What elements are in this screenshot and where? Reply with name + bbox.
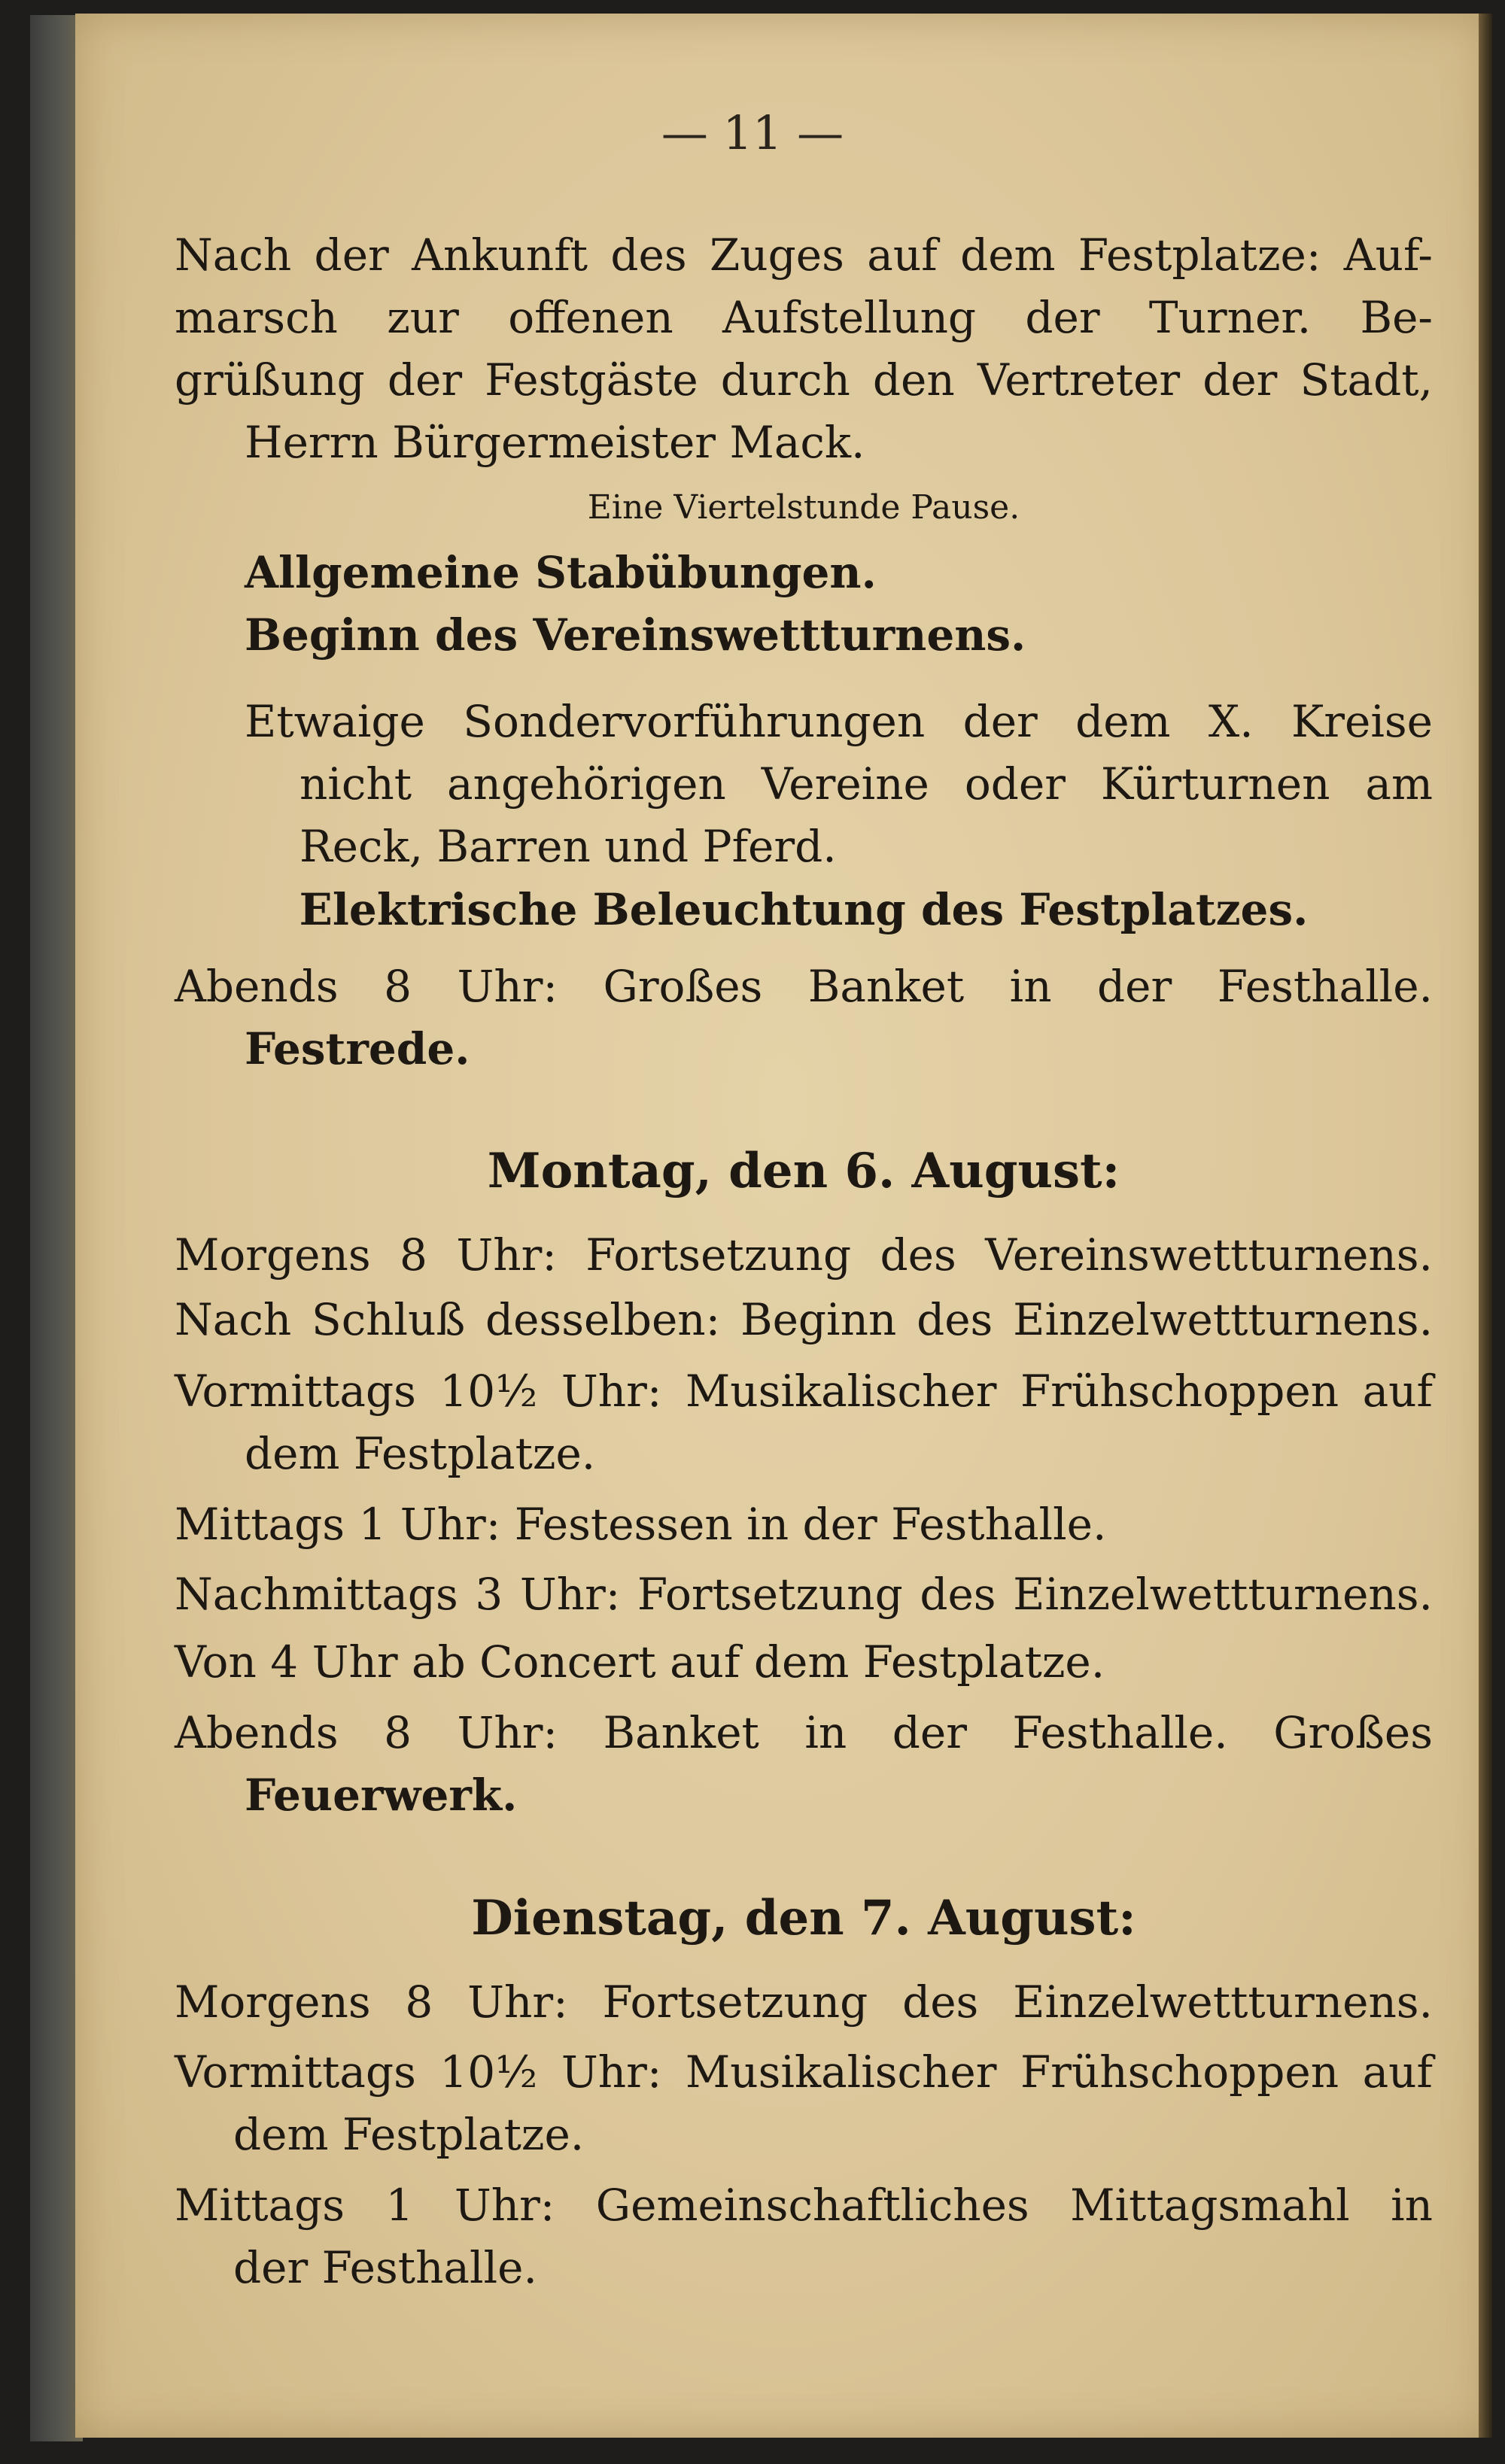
monday-line-4: dem Festplatze. [245,1428,596,1479]
saturday-line-2: marsch zur offenen Aufstellung der Turner. Be- [175,292,1433,343]
special-line-2: nicht angehörigen Vereine oder Kürturnen am [299,758,1433,810]
special-line-3: Reck, Barren und Pferd. [299,821,837,872]
monday-line-2: Nach Schluß desselben: Beginn des Einzelwettturnens. [175,1294,1433,1345]
monday-heading: Montag, den 6. August: [487,1143,1120,1199]
tuesday-heading: Dienstag, den 7. August: [471,1890,1136,1946]
tuesday-line-2: Vormittags 10½ Uhr: Musikalischer Frühschoppen auf [175,2046,1433,2098]
monday-line-8: Abends 8 Uhr: Banket in der Festhalle. Großes [175,1707,1433,1758]
page-number: — 11 — [661,105,844,160]
lighting-note: Elektrische Beleuchtung des Festplatzes. [299,884,1309,935]
saturday-line-3: grüßung der Festgäste durch den Vertreter der Stadt, [175,354,1433,406]
evening-line-1: Abends 8 Uhr: Großes Banket in der Festhalle. [175,961,1433,1012]
monday-line-5: Mittags 1 Uhr: Festessen in der Festhalle. [175,1499,1107,1550]
page-edge [1479,14,1492,2438]
evening-line-2: Festrede. [245,1023,470,1074]
saturday-line-1: Nach der Ankunft des Zuges auf dem Festplatze: Auf- [175,229,1433,281]
monday-line-6: Nachmittags 3 Uhr: Fortsetzung des Einzelwettturnens. [175,1569,1433,1620]
saturday-line-4: Herrn Bürgermeister Mack. [245,417,865,468]
monday-line-7: Von 4 Uhr ab Concert auf dem Festplatze. [175,1636,1105,1688]
monday-line-9: Feuerwerk. [245,1770,518,1821]
monday-line-3: Vormittags 10½ Uhr: Musikalischer Frühschoppen auf [175,1366,1433,1417]
tuesday-line-1: Morgens 8 Uhr: Fortsetzung des Einzelwettturnens. [175,1976,1433,2028]
special-line-1: Etwaige Sondervorführungen der dem X. Kreise [245,696,1433,747]
pause-note: Eine Viertelstunde Pause. [587,488,1020,527]
tuesday-line-4: Mittags 1 Uhr: Gemeinschaftliches Mittagsmahl in [175,2180,1433,2231]
tuesday-line-5: der Festhalle. [233,2242,537,2293]
item-stabuebungen: Allgemeine Stabübungen. [245,547,877,598]
tuesday-line-3: dem Festplatze. [233,2109,585,2160]
item-vereinswettturnen: Beginn des Vereinswettturnens. [245,609,1026,661]
monday-line-1: Morgens 8 Uhr: Fortsetzung des Vereinswettturnens. [175,1229,1433,1281]
